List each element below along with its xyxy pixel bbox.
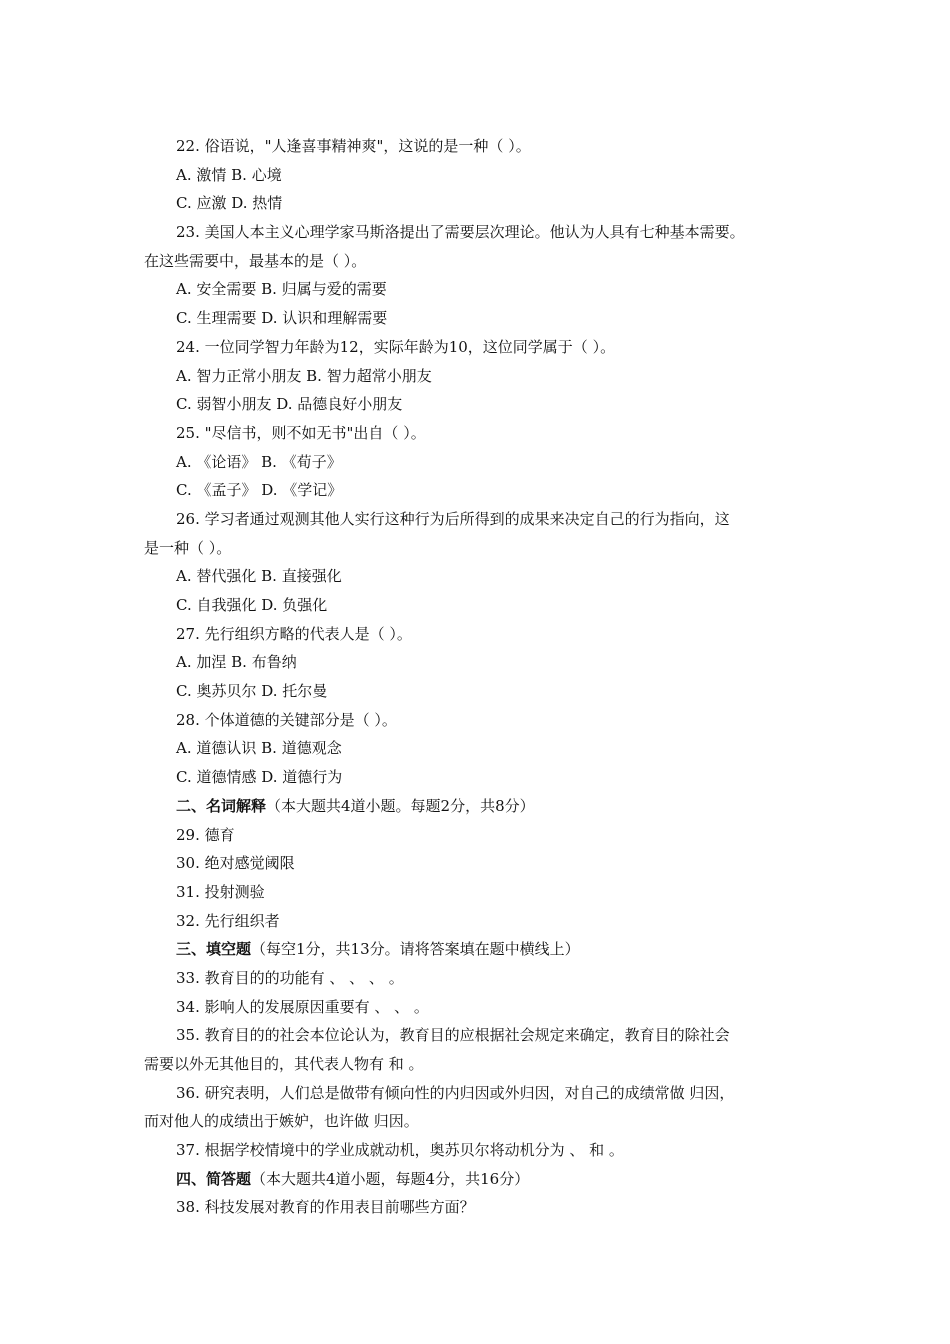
section-2-title: 二、名词解释: [176, 796, 267, 815]
fill-question-35-continued: 需要以外无其他目的，其代表人物有 和 。: [144, 1055, 424, 1073]
question-27-options-ab: A. 加涅 B. 布鲁纳: [176, 653, 297, 672]
term-30: 30. 绝对感觉阈限: [176, 854, 295, 873]
section-2-heading: [0, 792, 950, 821]
short-answer-38: 38. 科技发展对教育的作用表目前哪些方面？: [176, 1198, 475, 1217]
fill-question-36: 36. 研究表明，人们总是做带有倾向性的内归因或外归因，对自己的成绩常做 归因，: [176, 1083, 735, 1102]
section-4-title: 四、简答题: [176, 1169, 252, 1188]
question-22-options-cd: C. 应激 D. 热情: [176, 194, 283, 213]
question-28-options-cd: C. 道德情感 D. 道德行为: [176, 768, 343, 787]
fill-question-35: 35. 教育目的的社会本位论认为，教育目的应根据社会规定来确定，教育目的除社会: [176, 1026, 730, 1045]
section-3-note: （每空1分，共13分。请将答案填在题中横线上）: [251, 940, 580, 959]
term-31: 31. 投射测验: [176, 882, 265, 901]
question-27-options-cd: C. 奥苏贝尔 D. 托尔曼: [176, 682, 328, 701]
fill-question-33: 33. 教育目的的功能有 、 、 、 。: [176, 968, 404, 987]
fill-question-37: 37. 根据学校情境中的学业成就动机，奥苏贝尔将动机分为 、 和 。: [176, 1141, 624, 1160]
question-25-options-ab: A. 《论语》 B. 《荀子》: [176, 452, 342, 471]
term-29: 29. 德育: [176, 825, 235, 844]
fill-question-36-continued: 而对他人的成绩出于嫉妒，也许做 归因。: [144, 1112, 419, 1131]
question-28: 28. 个体道德的关键部分是（ ）。: [176, 710, 397, 729]
fill-question-34: 34. 影响人的发展原因重要有 、 、 。: [176, 997, 429, 1016]
question-27: 27. 先行组织方略的代表人是（ ）。: [176, 624, 412, 643]
question-26-options-ab: A. 替代强化 B. 直接强化: [176, 567, 342, 586]
question-28-options-ab: A. 道德认识 B. 道德观念: [176, 739, 342, 758]
question-22-options-ab: A. 激情 B. 心境: [176, 165, 282, 184]
term-32: 32. 先行组织者: [176, 911, 280, 930]
question-23: 23. 美国人本主义心理学家马斯洛提出了需要层次理论。他认为人具有七种基本需要。: [176, 223, 745, 242]
question-25: 25. "尽信书，则不如无书"出自（ ）。: [176, 423, 426, 442]
question-24-options-ab: A. 智力正常小朋友 B. 智力超常小朋友: [176, 366, 432, 385]
question-23-options-ab: A. 安全需要 B. 归属与爱的需要: [176, 280, 387, 299]
section-3-title: 三、填空题: [176, 940, 252, 959]
question-23-continued: 在这些需要中，最基本的是（ ）。: [144, 251, 367, 270]
section-4-heading: [0, 1165, 950, 1194]
question-26: 26. 学习者通过观测其他人实行这种行为后所得到的成果来决定自己的行为指向，这: [176, 509, 730, 528]
exam-page: [0, 132, 950, 1222]
question-23-options-cd: C. 生理需要 D. 认识和理解需要: [176, 309, 388, 328]
question-22: 22. 俗语说，"人逢喜事精神爽"，这说的是一种（ ）。: [176, 137, 531, 155]
question-24: 24. 一位同学智力年龄为12，实际年龄为10，这位同学属于（ ）。: [176, 337, 616, 356]
question-26-options-cd: C. 自我强化 D. 负强化: [176, 596, 328, 614]
question-26-continued: 是一种（ ）。: [144, 538, 232, 557]
question-25-options-cd: C. 《孟子》 D. 《学记》: [176, 481, 343, 500]
question-24-options-cd: C. 弱智小朋友 D. 品德良好小朋友: [176, 395, 403, 414]
section-2-note: （本大题共4道小题。每题2分，共8分）: [266, 796, 535, 815]
section-4-note: （本大题共4道小题，每题4分，共16分）: [251, 1169, 530, 1188]
section-3-heading: [0, 935, 950, 964]
